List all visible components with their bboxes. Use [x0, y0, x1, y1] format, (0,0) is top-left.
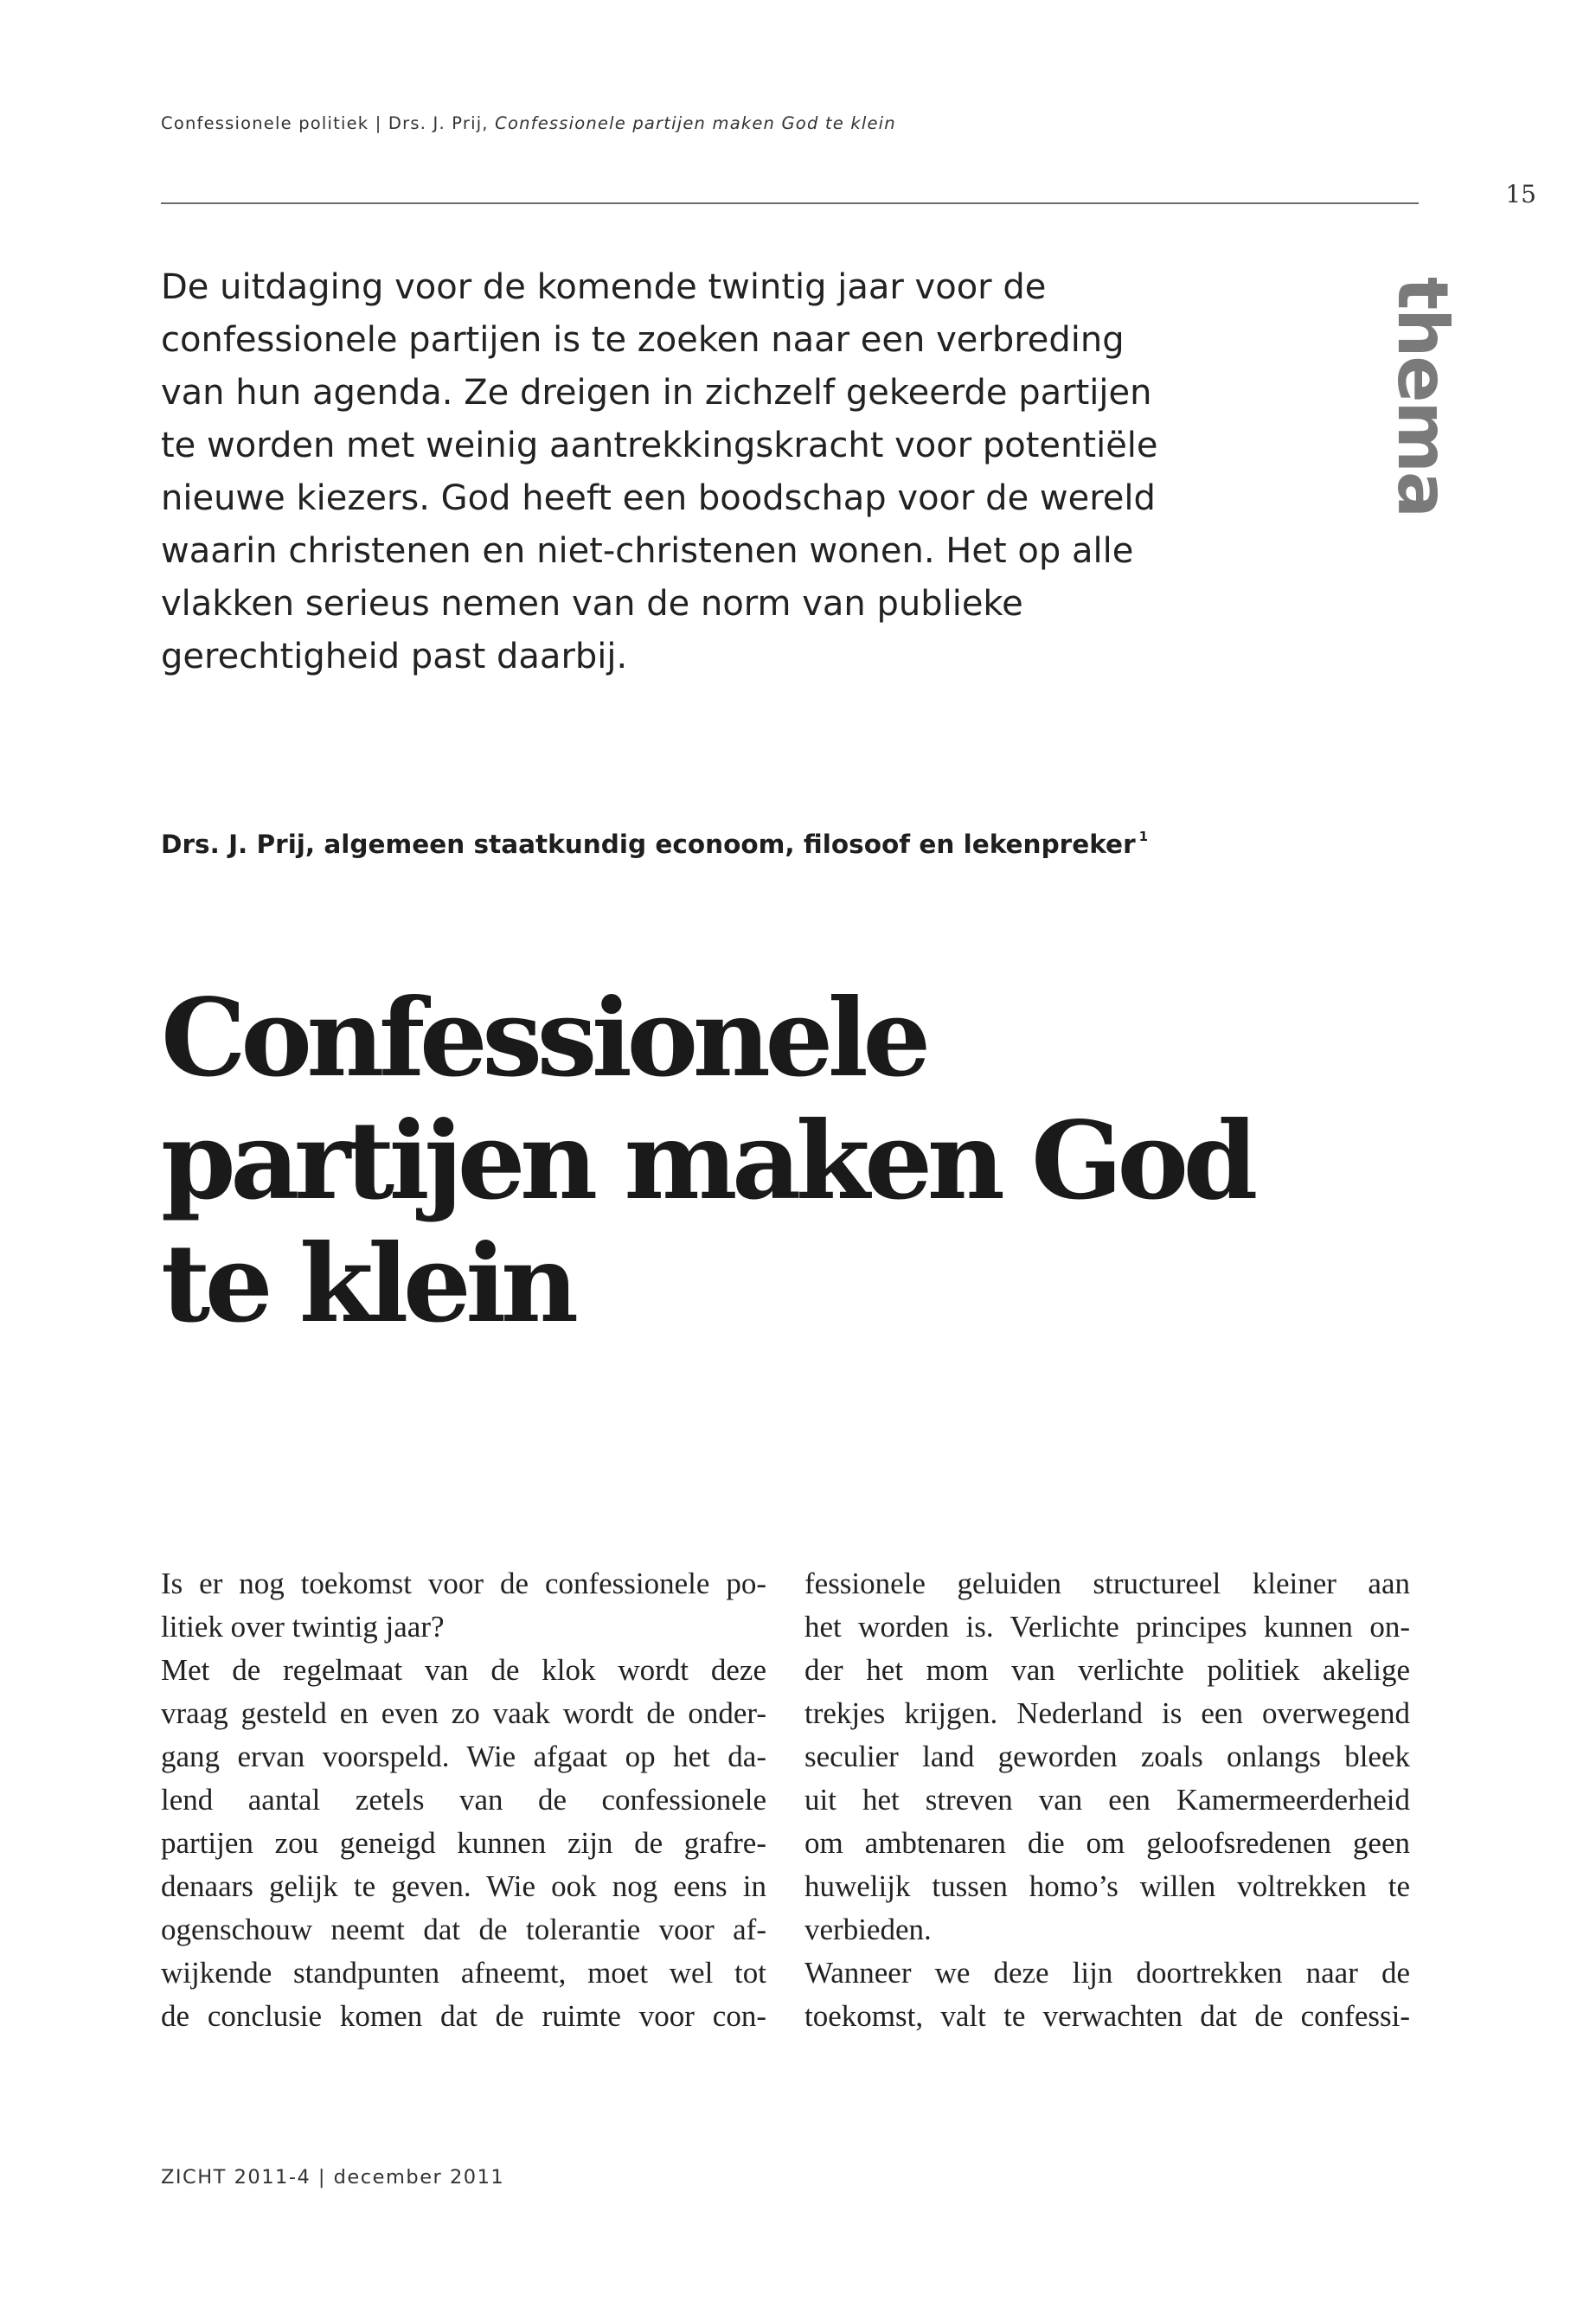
body-line: denaars gelijk te geven. Wie ook nog eens in: [161, 1869, 766, 1903]
body-line: vraag gesteld en even zo vaak wordt de onder-: [161, 1696, 766, 1730]
intro-line: te worden met weinig aantrekkingskracht voor potentiële: [161, 426, 1158, 465]
body-line: fessionele geluiden structureel kleiner aan: [804, 1567, 1410, 1600]
body-line: het worden is. Verlichte principes kunnen on-: [804, 1610, 1410, 1644]
intro-line: gerechtigheid past daarbij.: [161, 637, 628, 676]
body-line: trekjes krijgen. Nederland is een overwegend: [804, 1696, 1410, 1730]
body-line: de conclusie komen dat de ruimte voor con-: [161, 1999, 766, 2033]
header-rule: [161, 202, 1419, 204]
body-line: om ambtenaren die om geloofsredenen geen: [804, 1826, 1410, 1860]
body-line: uit het streven van een Kamermeerderheid: [804, 1783, 1410, 1817]
header-article-title: Confessionele partijen maken God te klein: [495, 113, 896, 133]
body-line: der het mom van verlichte politiek akelige: [804, 1653, 1410, 1687]
intro-line: van hun agenda. Ze dreigen in zichzelf gekeerde partijen: [161, 373, 1152, 413]
section-label-text: thema: [1382, 277, 1463, 516]
body-line: ogenschouw neemt dat de tolerantie voor af-: [161, 1913, 766, 1946]
headline-line: Confessionele: [161, 976, 926, 1101]
body-line: Met de regelmaat van de klok wordt deze: [161, 1653, 766, 1687]
header-author: Drs. J. Prij,: [388, 113, 489, 133]
intro-paragraph: [161, 261, 1156, 683]
body-line: Wanneer we deze lijn doortrekken naar de: [804, 1956, 1410, 1990]
body-line: gang ervan voorspeld. Wie afgaat op het da-: [161, 1740, 766, 1773]
intro-line: confessionele partijen is te zoeken naar een verbreding: [161, 320, 1125, 360]
running-header: [161, 113, 1415, 133]
headline-line: partijen maken God: [161, 1099, 1253, 1224]
article-headline: [161, 977, 1458, 1346]
intro-line: De uitdaging voor de komende twintig jaar voor de: [161, 267, 1047, 307]
page-footer: ZICHT 2011-4 | december 2011: [161, 2166, 505, 2189]
body-line: toekomst, valt te verwachten dat de confessi-: [804, 1999, 1410, 2033]
byline: [161, 829, 1199, 859]
body-line: seculier land geworden zoals onlangs bleek: [804, 1740, 1410, 1773]
intro-line: waarin christenen en niet-christenen wonen. Het op alle: [161, 531, 1134, 571]
body-line: partijen zou geneigd kunnen zijn de grafre-: [161, 1826, 766, 1860]
body-line: litiek over twintig jaar?: [161, 1610, 445, 1644]
header-separator: |: [375, 113, 382, 133]
headline-line: te klein: [161, 1221, 574, 1347]
body-line: verbieden.: [804, 1913, 932, 1946]
body-column-right: [804, 1562, 1410, 2038]
section-label: [1349, 260, 1479, 516]
page-number: 15: [1505, 180, 1536, 208]
intro-line: nieuwe kiezers. God heeft een boodschap voor de wereld: [161, 478, 1156, 518]
body-column-left: [161, 1562, 766, 2038]
body-line: huwelijk tussen homo’s willen voltrekken te: [804, 1869, 1410, 1903]
intro-line: vlakken serieus nemen van de norm van publieke: [161, 584, 1023, 624]
header-section: Confessionele politiek: [161, 113, 369, 133]
byline-text: Drs. J. Prij, algemeen staatkundig econoom, filosoof en lekenpreker: [161, 830, 1136, 859]
body-line: wijkende standpunten afneemt, moet wel tot: [161, 1956, 766, 1990]
body-line: lend aantal zetels van de confessionele: [161, 1783, 766, 1817]
body-line: Is er nog toekomst voor de confessionele po-: [161, 1567, 766, 1600]
footnote-marker[interactable]: 1: [1138, 829, 1149, 844]
